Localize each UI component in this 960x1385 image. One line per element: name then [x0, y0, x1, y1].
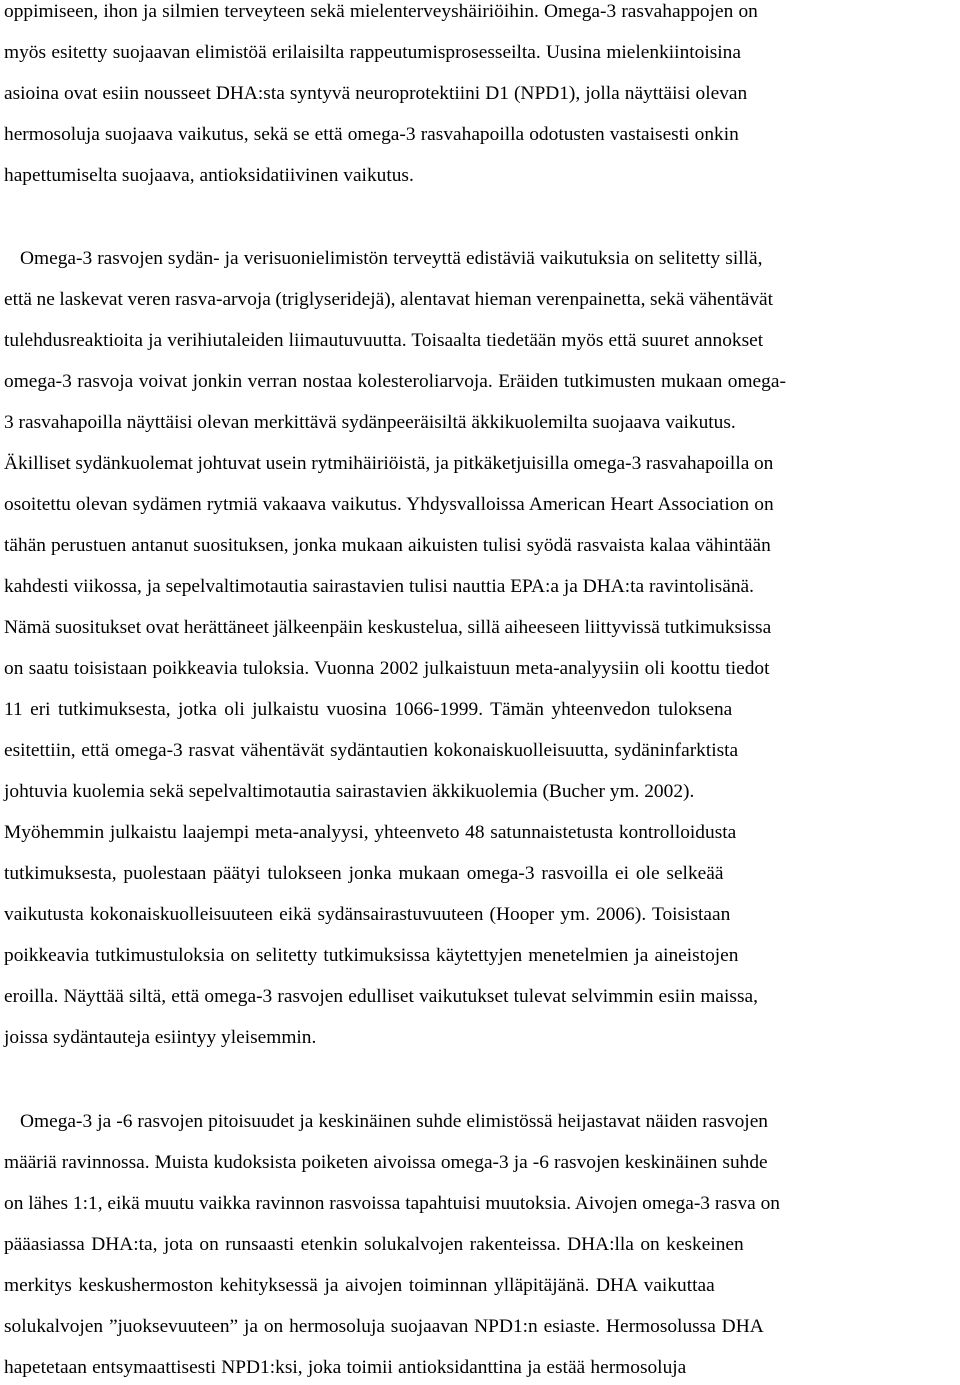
- text-line: että ne laskevat veren rasva-arvoja (triglyseridejä), alentavat hieman verenpainetta, sekä vähentävät: [4, 289, 774, 310]
- text-line: hapetetaan entsymaattisesti NPD1:ksi, joka toimii antioksidanttina ja estää hermosoluja: [4, 1357, 687, 1378]
- text-line: kahdesti viikossa, ja sepelvaltimotautia sairastavien tulisi nauttia EPA:a ja DHA:ta ravintolisänä.: [4, 576, 754, 597]
- text-line: 11 eri tutkimuksesta, jotka oli julkaistu vuosina 1066-1999. Tämän yhteenvedon tuloksena: [4, 699, 733, 720]
- text-line: eroilla. Näyttää siltä, että omega-3 rasvojen edulliset vaikutukset tulevat selvimmin esiin maissa,: [4, 986, 758, 1007]
- text-line: asioina ovat esiin nousseet DHA:sta syntyvä neuroprotektiini D1 (NPD1), jolla näyttäisi olevan: [4, 83, 748, 104]
- text-line: hapettumiselta suojaava, antioksidatiivinen vaikutus.: [4, 165, 414, 186]
- text-line: hermosoluja suojaava vaikutus, sekä se että omega-3 rasvahapoilla odotusten vastaisesti onkin: [4, 124, 739, 145]
- text-line: johtuvia kuolemia sekä sepelvaltimotautia sairastavien äkkikuolemia (Bucher ym. 2002).: [4, 781, 695, 802]
- text-line: osoitettu olevan sydämen rytmiä vakaava vaikutus. Yhdysvalloissa American Heart Association on: [4, 494, 774, 515]
- text-line: joissa sydäntauteja esiintyy yleisemmin.: [4, 1027, 317, 1048]
- text-line: on saatu toisistaan poikkeavia tuloksia. Vuonna 2002 julkaistuun meta-analyysiin oli koottu tiedot: [4, 658, 770, 679]
- text-line: tulehdusreaktioita ja verihiutaleiden liimautuvuutta. Toisaalta tiedetään myös että suuret annokset: [4, 330, 764, 351]
- text-line: Omega-3 ja -6 rasvojen pitoisuudet ja keskinäinen suhde elimistössä heijastavat näiden rasvojen: [20, 1111, 769, 1132]
- text-line: 3 rasvahapoilla näyttäisi olevan merkittävä sydänpeeräisiltä äkkikuolemilta suojaava vaikutus.: [4, 412, 736, 433]
- text-line: poikkeavia tutkimustuloksia on selitetty tutkimuksissa käytettyjen menetelmien ja aineistojen: [4, 945, 739, 966]
- text-line: merkitys keskushermoston kehityksessä ja aivojen toiminnan ylläpitäjänä. DHA vaikuttaa: [4, 1275, 715, 1296]
- text-line: omega-3 rasvoja voivat jonkin verran nostaa kolesteroliarvoja. Eräiden tutkimusten mukaan omega-: [4, 371, 786, 392]
- text-line: vaikutusta kokonaiskuolleisuuteen eikä sydänsairastuvuuteen (Hooper ym. 2006). Toisistaan: [4, 904, 731, 925]
- text-line: oppimiseen, ihon ja silmien terveyteen sekä mielenterveyshäiriöihin. Omega-3 rasvahappojen on: [4, 1, 758, 22]
- text-line: Äkilliset sydänkuolemat johtuvat usein rytmihäiriöistä, ja pitkäketjuisilla omega-3 rasvahapoilla on: [4, 453, 774, 474]
- text-line: määriä ravinnossa. Muista kudoksista poiketen aivoissa omega-3 ja -6 rasvojen keskinäinen suhde: [4, 1152, 768, 1173]
- text-line: Omega-3 rasvojen sydän- ja verisuonielimistön terveyttä edistäviä vaikutuksia on selitetty sillä,: [20, 248, 763, 269]
- text-line: Nämä suositukset ovat herättäneet jälkeenpäin keskustelua, sillä aiheeseen liittyvissä tutkimuksissa: [4, 617, 772, 638]
- text-line: solukalvojen ”juoksevuuteen” ja on hermosoluja suojaavan NPD1:n esiaste. Hermosolussa DHA: [4, 1316, 764, 1337]
- text-line: tutkimuksesta, puolestaan päätyi tulokseen jonka mukaan omega-3 rasvoilla ei ole selkeää: [4, 863, 724, 884]
- text-line: Myöhemmin julkaistu laajempi meta-analyysi, yhteenveto 48 satunnaistetusta kontrolloidusta: [4, 822, 737, 843]
- text-line: esitettiin, että omega-3 rasvat vähentävät sydäntautien kokonaiskuolleisuutta, sydäninfarktista: [4, 740, 739, 761]
- text-line: pääasiassa DHA:ta, jota on runsaasti etenkin solukalvojen rakenteissa. DHA:lla on keskeinen: [4, 1234, 744, 1255]
- text-line: on lähes 1:1, eikä muutu vaikka ravinnon rasvoissa tapahtuisi muutoksia. Aivojen omega-3 rasva on: [4, 1193, 781, 1214]
- text-line: tähän perustuen antanut suosituksen, jonka mukaan aikuisten tulisi syödä rasvaista kalaa vähintään: [4, 535, 771, 556]
- text-line: myös esitetty suojaavan elimistöä erilaisilta rappeutumisprosesseilta. Uusina mielenkiintoisina: [4, 42, 741, 63]
